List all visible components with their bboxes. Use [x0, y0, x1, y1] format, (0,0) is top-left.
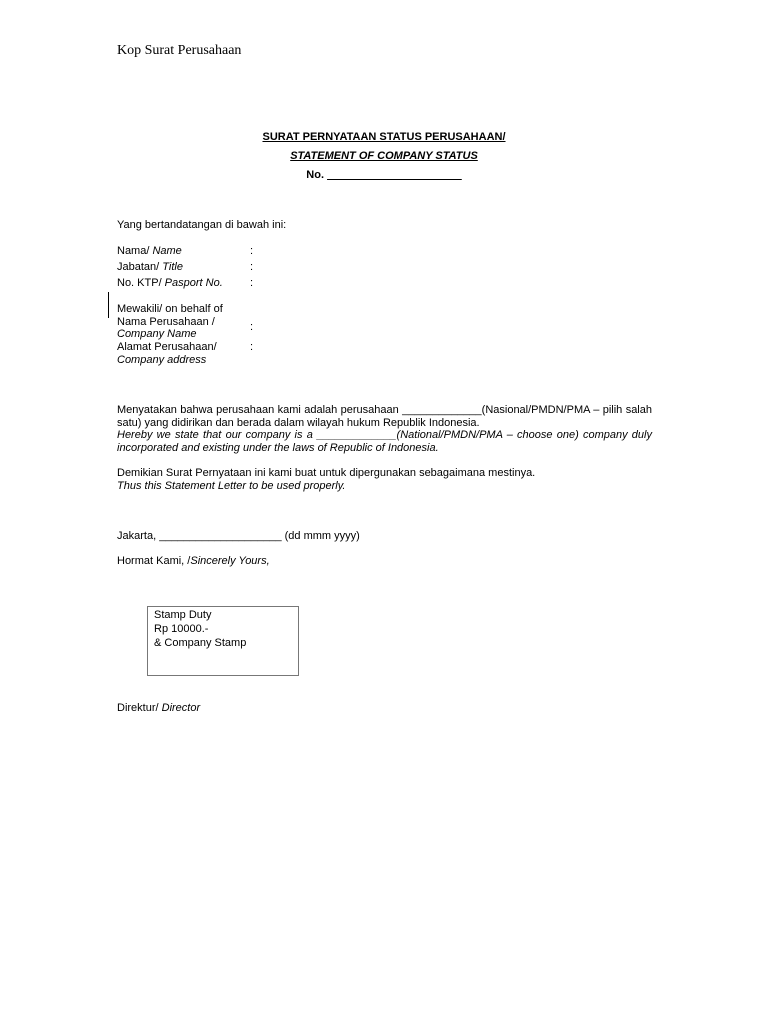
field-ktp-colon: : — [250, 277, 254, 289]
field-nama-perusahaan-label: Nama Perusahaan / — [117, 316, 215, 328]
field-ktp-label: No. KTP/ Pasport No. — [117, 277, 223, 289]
document-number-blank: ______________________ — [327, 169, 462, 181]
stamp-box — [147, 606, 299, 676]
date-line — [117, 530, 360, 542]
field-jabatan-label: Jabatan/ Title — [117, 261, 183, 273]
field-alamat-label: Alamat Perusahaan/ — [117, 341, 217, 353]
field-nama-perusahaan-colon: : — [250, 321, 254, 333]
closing-indonesian: Demikian Surat Pernyataan ini kami buat untuk dipergunakan sebagaimana mestinya. — [117, 467, 536, 479]
text-cursor — [108, 292, 109, 318]
stamp-line-3: & Company Stamp — [154, 637, 247, 649]
date-blank: ____________________ — [159, 530, 282, 542]
field-alamat-colon: : — [250, 341, 254, 353]
intro-text: Yang bertandatangan di bawah ini: — [117, 219, 287, 231]
stamp-line-2: Rp 10000.- — [154, 623, 209, 635]
date-format: (dd mmm yyyy) — [284, 530, 360, 542]
letterhead-placeholder: Kop Surat Perusahaan — [117, 43, 242, 58]
field-company-address-label: Company address — [117, 354, 207, 366]
field-company-name-label: Company Name — [117, 328, 197, 340]
statement-english: Hereby we state that our company is a _____________(National/PMDN/PMA – choose one) company duly incorporated and existing under the laws of Republic of Indonesia. — [117, 429, 652, 454]
document-title-english: STATEMENT OF COMPANY STATUS — [290, 150, 478, 162]
regards: Hormat Kami, /Sincerely Yours, — [117, 555, 270, 567]
document-number-label: No. — [306, 169, 325, 181]
field-jabatan-colon: : — [250, 261, 254, 273]
closing-english: Thus this Statement Letter to be used properly. — [117, 480, 346, 492]
document-title: SURAT PERNYATAAN STATUS PERUSAHAAN/ — [262, 131, 506, 143]
signatory-title: Direktur/ Director — [117, 702, 201, 714]
field-nama-colon: : — [250, 245, 254, 257]
document-number — [0, 169, 768, 181]
date-city: Jakarta, — [117, 530, 157, 542]
stamp-line-1: Stamp Duty — [154, 609, 212, 621]
field-mewakili-label: Mewakili/ on behalf of — [117, 303, 223, 315]
statement-indonesian: Menyatakan bahwa perusahaan kami adalah perusahaan _____________(Nasional/PMDN/PMA – pilih salah satu) yang didirikan dan berada dalam wilayah hukum Republik Indonesia. — [117, 404, 652, 429]
field-nama-label: Nama/ Name — [117, 245, 182, 257]
